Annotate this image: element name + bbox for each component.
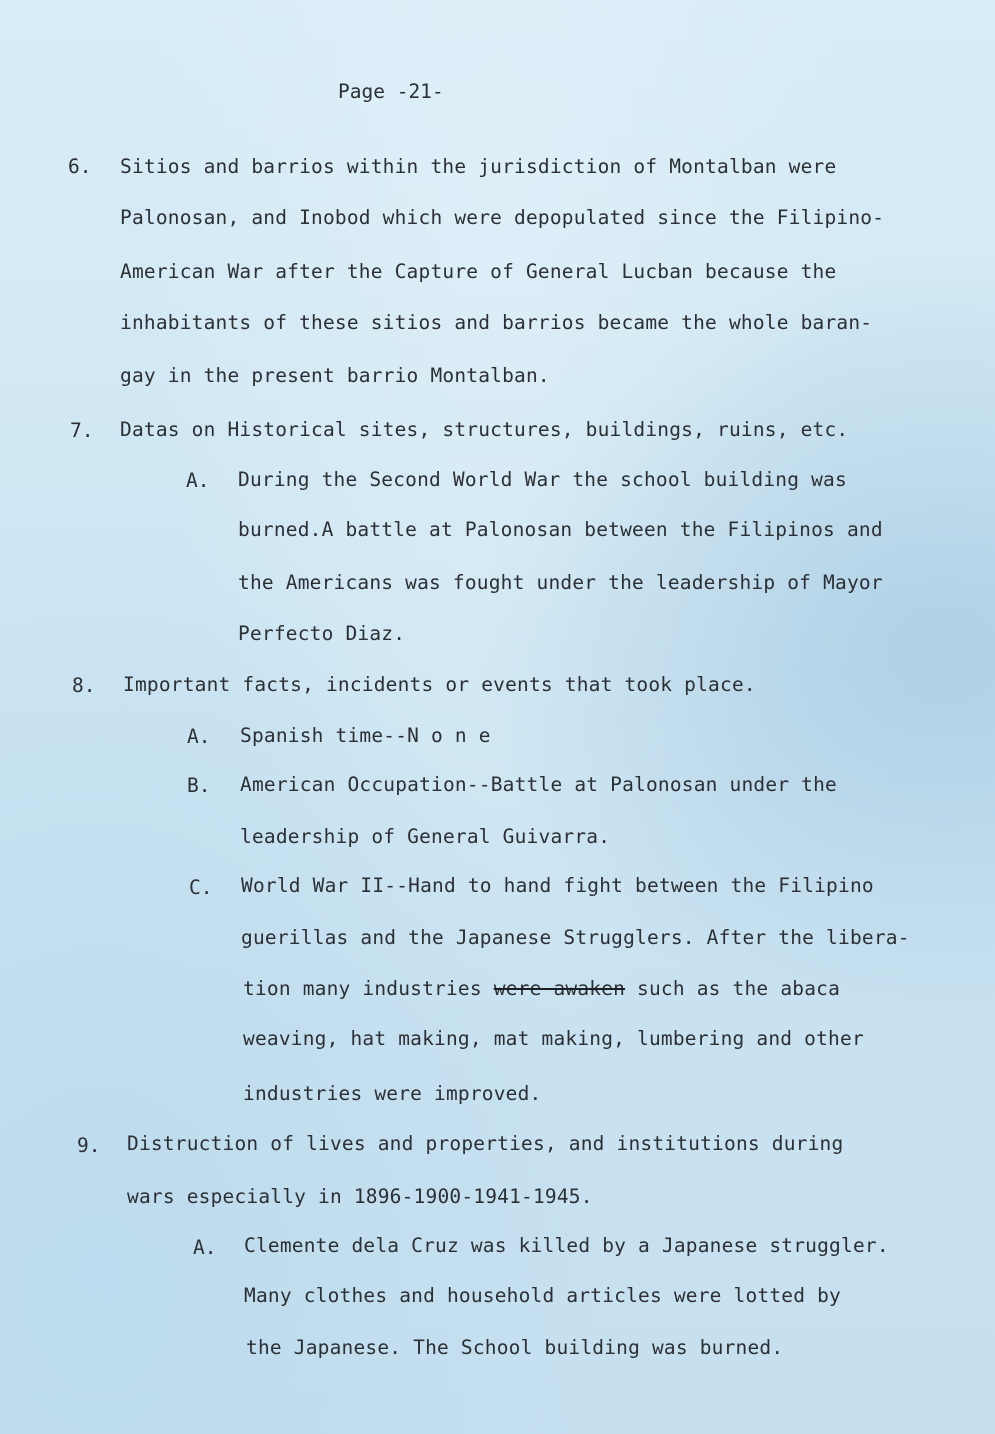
item-6-line-5: gay in the present barrio Montalban. — [120, 364, 550, 387]
item-8-number: 8. — [72, 674, 96, 697]
item-8-line-1: Important facts, incidents or events that took place. — [123, 673, 756, 696]
item-8b-letter: B. — [187, 774, 211, 797]
item-9a-line-3: the Japanese. The School building was burned. — [246, 1336, 784, 1359]
item-8c-line-3 — [243, 977, 840, 1001]
item-8c-line-1: World War II--Hand to hand fight between the Filipino — [241, 874, 874, 897]
item-8c-letter: C. — [189, 876, 213, 899]
item-9a-line-1: Clemente dela Cruz was killed by a Japanese struggler. — [244, 1234, 889, 1257]
item-6-line-1: Sitios and barrios within the jurisdiction of Montalban were — [120, 155, 837, 178]
item-8c-line-3-before: tion many industries — [243, 977, 494, 1000]
item-9a-line-2: Many clothes and household articles were lotted by — [244, 1284, 841, 1307]
page-header: Page -21- — [338, 80, 444, 103]
item-8c-line-2: guerillas and the Japanese Strugglers. After the libera- — [241, 926, 910, 949]
item-9a-letter: A. — [193, 1236, 217, 1259]
item-9-line-1: Distruction of lives and properties, and institutions during — [127, 1132, 844, 1155]
item-8a-letter: A. — [187, 725, 211, 748]
item-8a-line-1: Spanish time--N o n e — [240, 724, 491, 747]
item-8b-line-1: American Occupation--Battle at Palonosan under the — [240, 773, 837, 796]
item-6-line-2: Palonosan, and Inobod which were depopulated since the Filipino- — [120, 206, 885, 229]
item-7a-line-4: Perfecto Diaz. — [238, 622, 406, 645]
item-6-line-3: American War after the Capture of General Lucban because the — [120, 260, 837, 283]
item-7-line-1: Datas on Historical sites, structures, buildings, ruins, etc. — [120, 418, 849, 441]
item-6-number: 6. — [68, 155, 92, 178]
item-8c-line-4: weaving, hat making, mat making, lumbering and other — [243, 1027, 864, 1050]
item-7a-line-2: burned.A battle at Palonosan between the Filipinos and — [238, 518, 883, 541]
item-8c-line-5: industries were improved. — [243, 1082, 542, 1105]
item-9-number: 9. — [77, 1134, 101, 1157]
item-9-line-2: wars especially in 1896-1900-1941-1945. — [127, 1185, 593, 1208]
item-8b-line-2: leadership of General Guivarra. — [240, 825, 611, 848]
item-7-number: 7. — [70, 419, 94, 442]
item-6-line-4: inhabitants of these sitios and barrios became the whole baran- — [120, 311, 873, 334]
struck-through-text: were awaken — [493, 977, 626, 1000]
item-7a-line-3: the Americans was fought under the leadership of Mayor — [238, 571, 883, 594]
item-7a-line-1: During the Second World War the school building was — [238, 468, 847, 491]
item-7a-letter: A. — [186, 469, 210, 492]
item-8c-line-3-after: such as the abaca — [625, 977, 841, 1000]
